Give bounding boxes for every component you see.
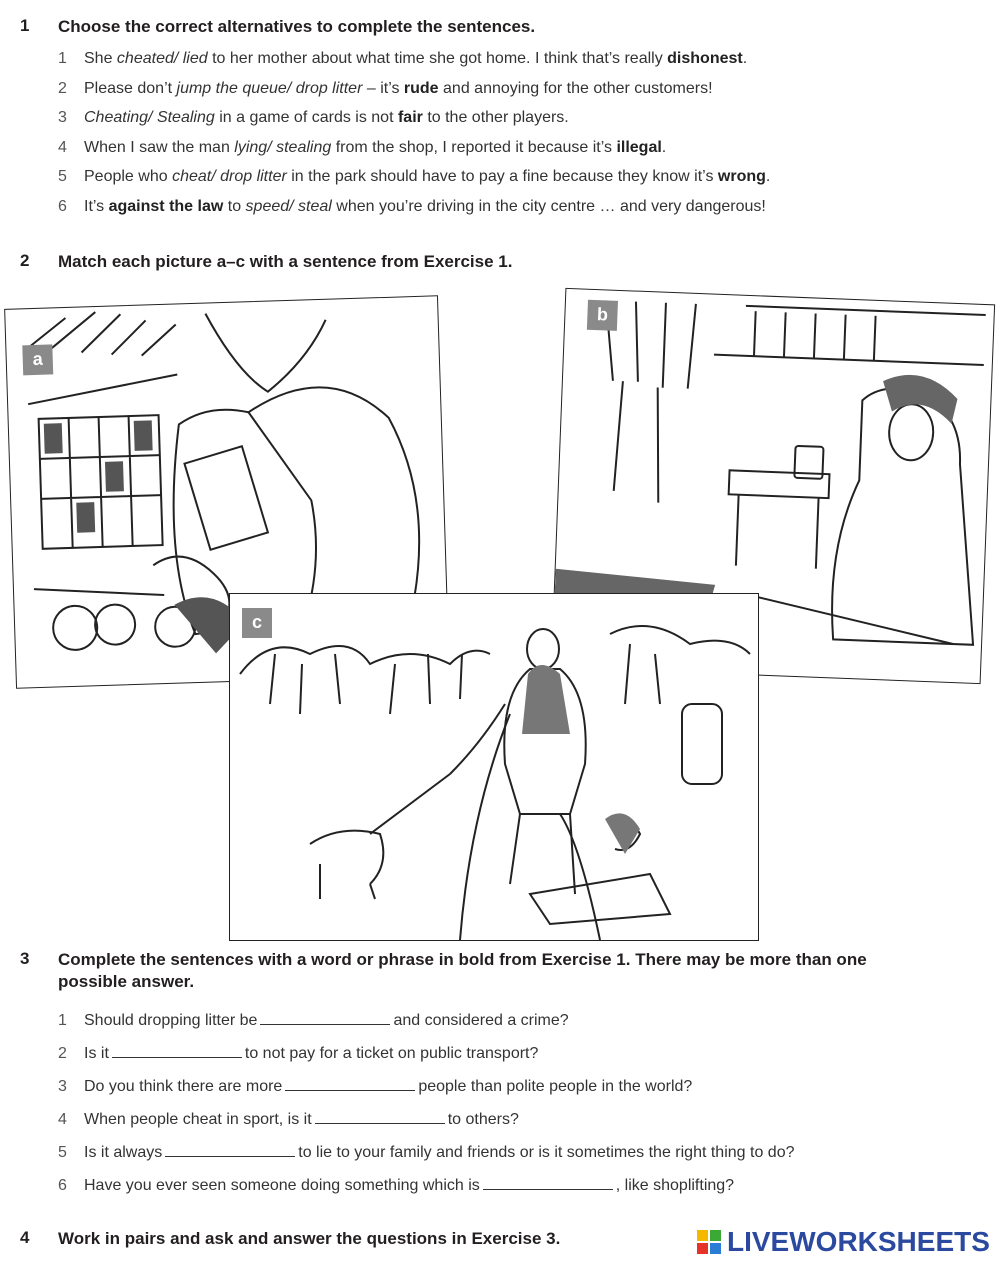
picture-c-drawing bbox=[230, 594, 758, 940]
exercise-2-heading: Match each picture a–c with a sentence from Exercise 1. bbox=[58, 252, 513, 271]
item-number: 1 bbox=[58, 1012, 67, 1029]
sentence-text: and annoying for the other customers! bbox=[438, 79, 713, 97]
logo-blocks-icon bbox=[697, 1230, 723, 1256]
picture-c-label: c bbox=[242, 608, 272, 638]
exercise-1-item bbox=[58, 168, 770, 186]
sentence-after: people than polite people in the world? bbox=[418, 1078, 693, 1095]
bold-keyword: against the law bbox=[108, 198, 224, 215]
item-number: 2 bbox=[58, 1045, 67, 1062]
liveworksheets-logo[interactable] bbox=[697, 1226, 993, 1258]
sentence-text: . bbox=[742, 50, 748, 67]
answer-blank[interactable] bbox=[112, 1043, 242, 1058]
sentence-text: from the shop, I reported it because it’s bbox=[331, 138, 617, 156]
exercise-3-heading-line-2: possible answer. bbox=[58, 972, 195, 991]
exercise-1-item bbox=[58, 198, 766, 216]
exercise-3-item bbox=[58, 1109, 519, 1129]
exercise-4-heading: Work in pairs and ask and answer the questions in Exercise 3. bbox=[58, 1229, 561, 1248]
bold-keyword: fair bbox=[397, 109, 423, 127]
bold-keyword: illegal bbox=[616, 138, 662, 156]
exercise-3-item bbox=[58, 1010, 569, 1030]
sentence-before: Do you think there are more bbox=[84, 1078, 283, 1095]
item-number: 2 bbox=[58, 79, 67, 97]
alternatives: cheat/ drop litter bbox=[172, 168, 287, 186]
alternatives: cheated/ lied bbox=[116, 50, 208, 67]
answer-blank[interactable] bbox=[483, 1175, 613, 1190]
item-number: 5 bbox=[58, 168, 67, 186]
exercise-2-number: 2 bbox=[20, 251, 30, 270]
answer-blank[interactable] bbox=[260, 1010, 390, 1025]
bold-keyword: rude bbox=[403, 79, 439, 97]
sentence-text: to the other players. bbox=[422, 109, 569, 127]
exercise-3-heading-line-1: Complete the sentences with a word or phrase in bold from Exercise 1. There may be more than one bbox=[58, 950, 867, 969]
exercise-3-item bbox=[58, 1142, 794, 1162]
item-number: 6 bbox=[58, 1177, 67, 1194]
picture-b-label: b bbox=[587, 300, 618, 331]
logo-text: LIVEWORKSHEETS bbox=[727, 1226, 990, 1257]
exercise-3-item bbox=[58, 1076, 692, 1096]
picture-a-label: a bbox=[22, 344, 53, 375]
sentence-text: It’s bbox=[84, 198, 109, 215]
answer-blank[interactable] bbox=[285, 1076, 415, 1091]
item-number: 3 bbox=[58, 1078, 67, 1095]
item-number: 5 bbox=[58, 1144, 67, 1161]
sentence-before: Have you ever seen someone doing something which is bbox=[84, 1177, 480, 1194]
answer-blank[interactable] bbox=[315, 1109, 445, 1124]
exercise-1-item bbox=[58, 50, 747, 68]
sentence-text: when you’re driving in the city centre … and very dangerous! bbox=[331, 198, 766, 215]
sentence-before: When people cheat in sport, is it bbox=[84, 1111, 312, 1128]
sentence-after: to lie to your family and friends or is it sometimes the right thing to do? bbox=[298, 1144, 795, 1161]
sentence-text: to her mother about what time she got home. I think that’s really bbox=[207, 50, 668, 67]
sentence-text: in the park should have to pay a fine because they know it’s bbox=[286, 168, 718, 186]
exercise-1-item bbox=[58, 80, 713, 98]
answer-blank[interactable] bbox=[165, 1142, 295, 1157]
exercise-3-item bbox=[58, 1043, 538, 1063]
alternatives: lying/ stealing bbox=[234, 138, 332, 156]
exercise-1-number: 1 bbox=[20, 16, 30, 35]
item-number: 4 bbox=[58, 138, 67, 156]
sentence-before: Is it bbox=[84, 1045, 109, 1062]
sentence-text: . bbox=[661, 138, 667, 156]
sentence-text: to bbox=[223, 198, 246, 215]
exercise-1-heading: Choose the correct alternatives to complete the sentences. bbox=[58, 17, 536, 36]
bold-keyword: dishonest bbox=[667, 50, 743, 67]
alternatives: speed/ steal bbox=[245, 198, 332, 215]
item-number: 3 bbox=[58, 109, 67, 127]
item-number: 4 bbox=[58, 1111, 67, 1128]
sentence-text: People who bbox=[84, 168, 173, 186]
exercise-3-item bbox=[58, 1175, 734, 1195]
sentence-text: in a game of cards is not bbox=[214, 109, 398, 127]
picture-c bbox=[229, 593, 759, 941]
sentence-after: and considered a crime? bbox=[393, 1012, 569, 1029]
sentence-text: – it’s bbox=[362, 79, 404, 97]
item-number: 6 bbox=[58, 198, 67, 215]
sentence-text: Please don’t bbox=[84, 79, 177, 97]
bold-keyword: wrong bbox=[717, 168, 766, 186]
exercise-1-item bbox=[58, 139, 666, 157]
exercise-1-item bbox=[58, 109, 569, 127]
sentence-before: Should dropping litter be bbox=[84, 1012, 258, 1029]
sentence-text: She bbox=[84, 50, 117, 67]
exercise-4-number: 4 bbox=[20, 1228, 30, 1247]
sentence-text: When I saw the man bbox=[84, 138, 235, 156]
item-number: 1 bbox=[58, 50, 67, 67]
sentence-after: to others? bbox=[447, 1111, 519, 1128]
exercise-3-number: 3 bbox=[20, 949, 30, 968]
alternatives: jump the queue/ drop litter bbox=[176, 79, 363, 97]
sentence-after: to not pay for a ticket on public transport? bbox=[244, 1045, 539, 1062]
sentence-after: , like shoplifting? bbox=[615, 1177, 735, 1194]
sentence-before: Is it always bbox=[84, 1144, 163, 1161]
alternatives: Cheating/ Stealing bbox=[84, 109, 215, 127]
sentence-text: . bbox=[765, 168, 771, 186]
